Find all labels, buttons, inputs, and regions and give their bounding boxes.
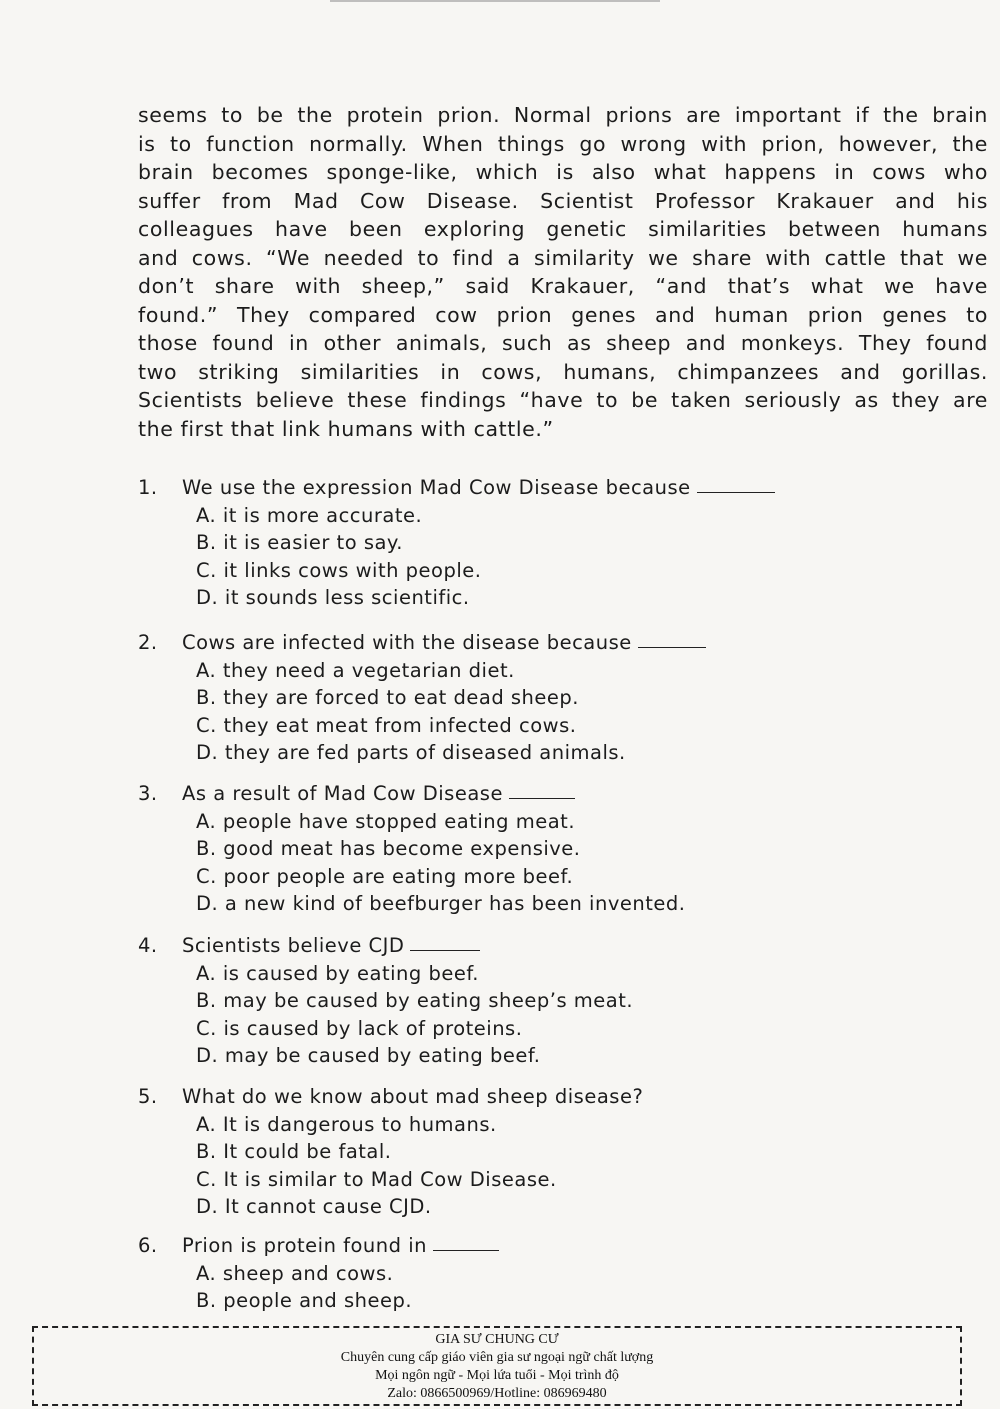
option-d[interactable]: D. may be caused by eating beef.	[196, 1044, 541, 1067]
question-stem	[138, 629, 958, 657]
option-a[interactable]: A. people have stopped eating meat.	[196, 809, 576, 833]
question-text: As a result of Mad Cow Disease	[182, 782, 503, 805]
passage-line: colleagues have been exploring genetic similarities between humans	[138, 217, 988, 241]
option-b[interactable]: B. it is easier to say.	[196, 531, 403, 554]
option-a[interactable]: A. it is more accurate.	[196, 503, 423, 527]
question-stem	[138, 780, 958, 808]
question-stem	[138, 474, 958, 502]
answer-blank[interactable]	[509, 780, 575, 799]
option-d[interactable]: D. they are fed parts of diseased animals.	[196, 741, 626, 764]
option-c[interactable]: C. It is similar to Mad Cow Disease.	[196, 1167, 557, 1191]
answer-blank[interactable]	[638, 629, 706, 648]
reading-passage	[138, 101, 988, 443]
question-text: Cows are infected with the disease because	[182, 631, 632, 654]
question-text: Prion is protein found in	[182, 1234, 427, 1257]
question-text: We use the expression Mad Cow Disease because	[182, 476, 691, 499]
question-text: Scientists believe CJD	[182, 934, 405, 957]
option-b[interactable]: B. they are forced to eat dead sheep.	[196, 686, 579, 709]
option-c[interactable]: C. they eat meat from infected cows.	[196, 713, 577, 737]
tutor-ad-box	[32, 1326, 962, 1406]
scan-edge-line	[330, 0, 660, 2]
question-4	[138, 932, 958, 1070]
passage-line: seems to be the protein prion. Normal prions are important if the brain	[138, 103, 988, 127]
question-number: 3.	[138, 782, 158, 805]
passage-line: and cows. “We needed to find a similarity we share with cattle that we	[138, 245, 988, 270]
question-number: 1.	[138, 476, 158, 499]
footer-contact: Zalo: 0866500969/Hotline: 086969480	[387, 1386, 607, 1401]
question-3	[138, 780, 958, 918]
option-a[interactable]: A. It is dangerous to humans.	[196, 1112, 497, 1136]
option-c[interactable]: C. it links cows with people.	[196, 558, 482, 582]
option-d[interactable]: D. it sounds less scientific.	[196, 586, 470, 609]
option-b[interactable]: B. may be caused by eating sheep’s meat.	[196, 989, 634, 1012]
footer-title: GIA SƯ CHUNG CƯ	[435, 1332, 559, 1347]
passage-line: two striking similarities in cows, humans, chimpanzees and gorillas.	[138, 359, 988, 384]
question-6	[138, 1232, 958, 1315]
option-c[interactable]: C. poor people are eating more beef.	[196, 864, 574, 888]
question-number: 4.	[138, 934, 158, 957]
question-stem	[138, 932, 958, 960]
question-number: 2.	[138, 631, 158, 654]
answer-blank[interactable]	[433, 1232, 499, 1251]
passage-line: don’t share with sheep,” said Krakauer, “and that’s what we have	[138, 274, 988, 298]
passage-line: the first that link humans with cattle.”	[138, 416, 554, 441]
question-number: 5.	[138, 1085, 158, 1108]
passage-line: Scientists believe these findings “have to be taken seriously as they are	[138, 388, 988, 412]
footer-tagline: Chuyên cung cấp giáo viên gia sư ngoại ngữ chất lượng	[340, 1350, 654, 1365]
answer-blank[interactable]	[697, 474, 775, 493]
option-a[interactable]: A. they need a vegetarian diet.	[196, 658, 515, 682]
option-a[interactable]: A. sheep and cows.	[196, 1261, 394, 1285]
question-stem	[138, 1232, 958, 1260]
question-stem	[138, 1083, 958, 1111]
passage-line: those found in other animals, such as sheep and monkeys. They found	[138, 331, 988, 355]
passage-line: brain becomes sponge-like, which is also what happens in cows who	[138, 160, 988, 184]
passage-line: is to function normally. When things go wrong with prion, however, the	[138, 131, 988, 156]
footer-bottom-border	[32, 1404, 962, 1406]
option-a[interactable]: A. is caused by eating beef.	[196, 961, 480, 985]
option-d[interactable]: D. a new kind of beefburger has been invented.	[196, 892, 686, 915]
question-5	[138, 1083, 958, 1221]
option-b[interactable]: B. It could be fatal.	[196, 1140, 392, 1163]
answer-blank[interactable]	[410, 932, 480, 951]
question-1	[138, 474, 958, 612]
question-text: What do we know about mad sheep disease?	[182, 1085, 644, 1108]
option-d[interactable]: D. It cannot cause CJD.	[196, 1195, 432, 1218]
option-c[interactable]: C. is caused by lack of proteins.	[196, 1016, 523, 1040]
option-b[interactable]: B. people and sheep.	[196, 1289, 413, 1312]
passage-line: found.” They compared cow prion genes and human prion genes to	[138, 302, 988, 327]
option-b[interactable]: B. good meat has become expensive.	[196, 837, 581, 860]
question-number: 6.	[138, 1234, 158, 1257]
passage-line: suffer from Mad Cow Disease. Scientist Professor Krakauer and his	[138, 188, 988, 213]
footer-subtitle: Mọi ngôn ngữ - Mọi lứa tuổi - Mọi trình độ	[375, 1368, 619, 1383]
question-2	[138, 629, 958, 767]
